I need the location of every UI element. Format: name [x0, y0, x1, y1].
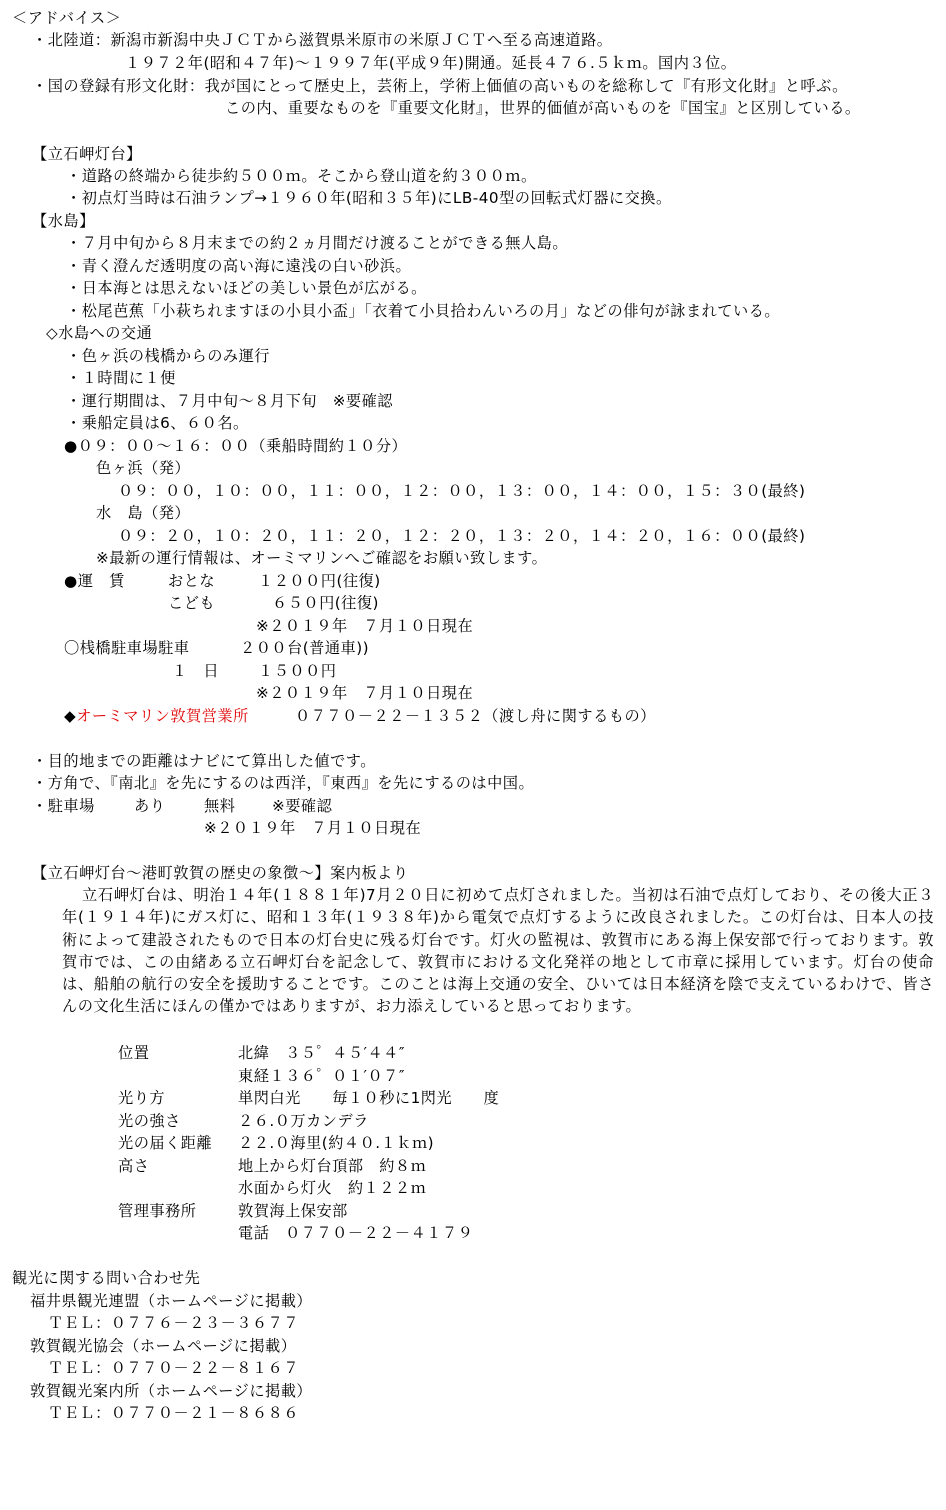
mizushima-item: ・７月中旬から８月末までの約２ヵ月間だけ渡ることができる無人島。	[66, 234, 568, 252]
signboard-paragraph: 立石岬灯台は、明治１４年(１８８１年)7月２０日に初めて点灯されました。当初は石油で点灯しており、その後大正３年(１９１４年)にガス灯に、昭和１３年(１９３８年)から電気で点灯するように改良されました。この灯台は、日本人の技術によって建設されたもので日本の灯台史に残る灯台です。灯火の監視は、敦賀市にある海上保安部で行っております。敦賀市では、この由緒ある立石岬灯台を記念して、敦賀市における文化発祥の地として市章に採用しています。灯台の使命は、船舶の航行の安全を援助することです。このことは海上交通の安全、ひいては日本経済を陰で支えているわけで、皆さんの文化生活にほんの僅かではありますが、お力添えしていると思っております。	[62, 886, 934, 1016]
access-item: ・色ヶ浜の桟橋からのみ運行	[66, 347, 270, 365]
mizushima-item: ・松尾芭蕉「小萩ちれますほの小貝小盃」「衣着て小貝拾わんいろの月」などの俳句が詠まれている。	[66, 302, 781, 320]
access-item: ・１時間に１便	[66, 369, 176, 387]
contact-name: 敦賀観光協会（ホームページに掲載）	[30, 1337, 297, 1355]
mizu-departure-label: 水 島（発）	[96, 504, 191, 522]
diamond-icon: ◆	[64, 707, 77, 725]
spec-value: 水面から灯火 約１２２ｍ	[238, 1179, 427, 1197]
tateishi-item: ・初点灯当時は石油ランプ→１９６０年(昭和３５年)にLB-40型の回転式灯器に交換。	[66, 189, 672, 207]
tateishi-item: ・道路の終端から徒歩約５００ｍ。そこから登山道を約３００ｍ。	[66, 167, 537, 185]
contact-tel: ＴＥＬ：０７７６－２３－３６７７	[48, 1314, 299, 1332]
mizu-departure-times: ０９：２０，１０：２０，１１：２０，１２：２０，１３：２０，１４：２０，１６：００(最終)	[118, 527, 806, 545]
mizushima-heading: 【水島】	[32, 212, 95, 230]
contact-name: 福井県観光連盟（ホームページに掲載）	[30, 1292, 313, 1310]
note-parking-label: ・駐車場	[32, 797, 95, 815]
note-parking-confirm: ※要確認	[272, 797, 333, 815]
marine-office-phone: ０７７０－２２－１３５２（渡し舟に関するもの）	[295, 707, 656, 725]
cultural-line-2: この内、重要なものを『重要文化財』，世界的価値が高いものを『国宝』と区別している。	[225, 99, 861, 117]
spec-value: ２２.０海里(約４０.１ｋｍ)	[238, 1134, 435, 1152]
contact-name: 敦賀観光案内所（ホームページに掲載）	[30, 1382, 313, 1400]
pier-parking-fee: １５００円	[258, 662, 337, 680]
marine-office-name: オーミマリン敦賀営業所	[76, 707, 249, 725]
fare-child-label: こども	[168, 594, 216, 612]
fare-adult-value: １２００円(往復)	[258, 572, 381, 590]
contacts-heading: 観光に関する問い合わせ先	[12, 1269, 201, 1287]
spec-value: 単閃白光 毎１０秒に1閃光 度	[238, 1089, 500, 1107]
note-parking-availability: あり	[134, 797, 166, 815]
iro-departure-times: ０９：００，１０：００，１１：００，１２：００，１３：００，１４：００，１５：３０(最終)	[118, 482, 806, 500]
spec-label: 光の強さ	[118, 1112, 181, 1130]
spec-value: 北緯 ３５゜４５′４４″	[238, 1044, 405, 1062]
pier-parking-capacity: ２００台(普通車))	[240, 639, 370, 657]
schedule-heading: ●０９：００～１６：００（乗船時間約１０分）	[64, 437, 408, 455]
spec-label: 光の届く距離	[118, 1134, 213, 1152]
mizushima-item: ・日本海とは思えないほどの美しい景色が広がる。	[66, 279, 427, 297]
tateishi-heading: 【立石岬灯台】	[32, 145, 142, 163]
pier-parking-label: 〇桟橋駐車場駐車	[64, 639, 190, 657]
spec-value: 東経１３６゜０１′０７″	[238, 1067, 405, 1085]
spec-value: 敦賀海上保安部	[238, 1202, 348, 1220]
fare-date-note: ※２０１９年 ７月１０日現在	[256, 617, 474, 635]
spec-label: 高さ	[118, 1157, 150, 1175]
note-direction: ・方角で、『南北』を先にするのは西洋，『東西』を先にするのは中国。	[32, 774, 535, 792]
access-heading: ◇水島への交通	[46, 324, 153, 342]
access-item: ・運行期間は、７月中旬～８月下旬 ※要確認	[66, 392, 393, 410]
fare-adult-label: おとな	[168, 572, 216, 590]
fare-child-value: ６５０円(往復)	[272, 594, 379, 612]
pier-parking-date: ※２０１９年 ７月１０日現在	[256, 684, 474, 702]
spec-value: 電話 ０７７０－２２－４１７９	[238, 1224, 474, 1242]
note-parking-fee: 無料	[204, 797, 236, 815]
advice-header: ＜アドバイス＞	[12, 9, 122, 27]
access-item: ・乗船定員は6、６０名。	[66, 414, 249, 432]
pier-parking-day: １ 日	[172, 662, 220, 680]
spec-value: ２６.０万カンデラ	[238, 1112, 369, 1130]
spec-value: 地上から灯台頂部 約８ｍ	[238, 1157, 427, 1175]
spec-label: 光り方	[118, 1089, 166, 1107]
cultural-line-1: ・国の登録有形文化財：我が国にとって歴史上，芸術上，学術上価値の高いものを総称して『有形文化財』と呼ぶ。	[32, 77, 848, 95]
contact-tel: ＴＥＬ：０７７０－２２－８１６７	[48, 1359, 299, 1377]
note-distance: ・目的地までの距離はナビにて算出した値です。	[32, 752, 376, 770]
contact-tel: ＴＥＬ：０７７０－２１－８６８６	[48, 1404, 299, 1422]
schedule-note: ※最新の運行情報は、オーミマリンへご確認をお願い致します。	[96, 549, 548, 567]
fare-label: ●運 賃	[64, 572, 125, 590]
note-parking-date: ※２０１９年 ７月１０日現在	[204, 819, 422, 837]
hokuriku-line-1: ・北陸道：新潟市新潟中央ＪＣＴから滋賀県米原市の米原ＪＣＴへ至る高速道路。	[32, 31, 613, 49]
hokuriku-line-2: １９７２年(昭和４７年)～１９９７年(平成９年)開通。延長４７６.５ｋｍ。国内３位。	[125, 54, 737, 72]
iro-departure-label: 色ヶ浜（発）	[96, 459, 191, 477]
spec-label: 位置	[118, 1044, 150, 1062]
signboard-heading: 【立石岬灯台～港町敦賀の歴史の象徴～】案内板より	[32, 864, 409, 882]
mizushima-item: ・青く澄んだ透明度の高い海に遠浅の白い砂浜。	[66, 257, 412, 275]
marine-contact	[64, 706, 249, 728]
spec-label: 管理事務所	[118, 1202, 197, 1220]
